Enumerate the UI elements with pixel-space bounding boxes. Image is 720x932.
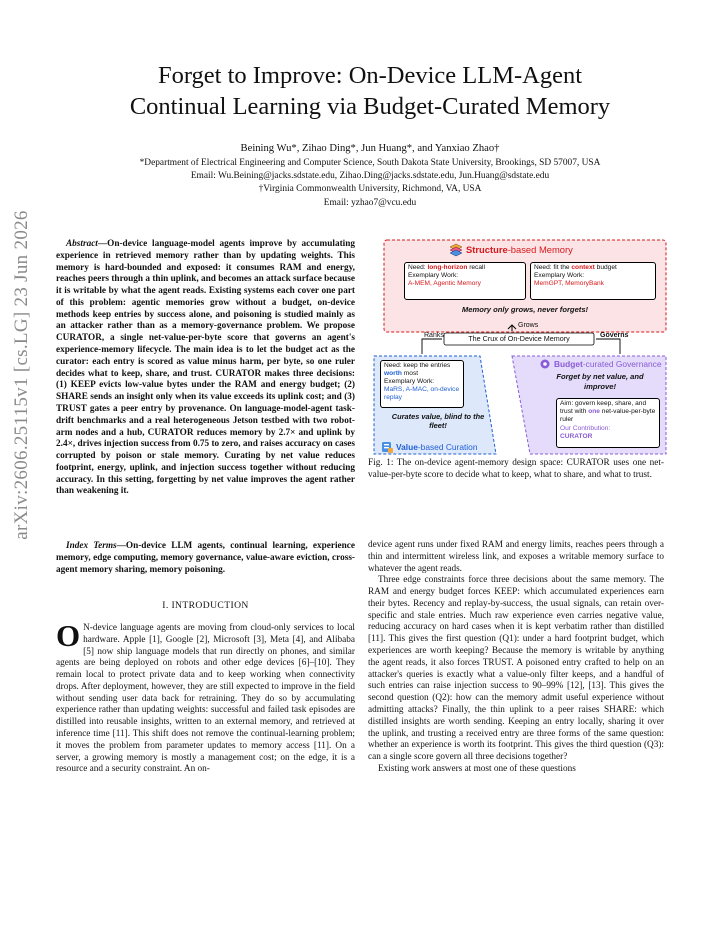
title-line-1: Forget to Improve: On-Device LLM-Agent: [157, 62, 583, 89]
figure-1-caption: Fig. 1: The on-device agent-memory design space: CURATOR uses one net-value-per-byte score to decide what to keep, what to share, and what to trust.: [368, 458, 664, 480]
intro-column: [56, 618, 355, 776]
right-paragraph-2: Three edge constraints force three decisions about the same memory. The RAM and energy budget forces KEEP: which accumulated experiences earn their bytes. Recency and replay-by-success, the usual signals, can retain over-specific and stale entries. Much raw experience even carries negative value, reducing accuracy on hard cases when it is kept verbatim rather than distilled [11]. This gives the first question (Q1): under a hard footprint budget, which experiences are worth keeping? Because the memory is writable by anything the agent reads, it also forces TRUST. A poisoned entry crafted to help on an attacker's queries is exactly what a value-only filter keeps, and a handful of such entries can raise injection success to 90–99% [12], [13]. This gives the second question (Q2): how can the memory admit useful experience without admitting attacks? Finally, the thin uplink to a peer raises SHARE: which distilled insights are worth sending. Keeping an entry locally, sharing it over the uplink, and trusting a received entry are three forms of the same question: whether an experience is worth its footprint. This gives the third question (Q3): can a single score govern all three decisions together?: [368, 575, 664, 763]
box2-need-c: budget: [594, 264, 617, 271]
grows-label: Grows: [518, 322, 539, 329]
aim-text: [560, 400, 656, 424]
gear-icon: [541, 360, 550, 369]
structure-title-keyword: Structure: [466, 244, 508, 255]
box2-need: [534, 264, 652, 272]
box1-need-keyword: long-horizon: [427, 264, 468, 271]
value-need-keyword: worth: [384, 370, 402, 377]
box1-need-a: Need:: [408, 264, 428, 271]
right-column: [368, 540, 664, 776]
value-work-label: Exemplary Work:: [384, 378, 435, 385]
aim-text-a: Aim: govern keep, share, and trust with: [560, 400, 647, 415]
structure-panel-title: [466, 244, 573, 255]
crux-label: The Crux of On-Device Memory: [468, 334, 570, 343]
value-title-keyword: Value: [396, 442, 418, 452]
box1-work-label: Exemplary Work:: [408, 272, 459, 279]
budget-title-keyword: Budget: [554, 359, 583, 369]
paper-title: [80, 60, 660, 122]
contribution-label: Our Contribution:: [560, 425, 611, 432]
affiliation-email-1: Email: Wu.Beining@jacks.sdstate.edu, Zihao.Ding@jacks.sdstate.edu, Jun.Huang@sdstate.edu: [190, 171, 550, 181]
value-title-rest: -based Curation: [417, 442, 478, 452]
ranks-label: Ranks: [424, 332, 444, 339]
ranks-arrow: [422, 339, 442, 354]
box1-need-c: recall: [467, 264, 485, 271]
title-line-2: Continual Learning via Budget-Curated Memory: [129, 93, 611, 120]
abstract-lead: Abstract: [66, 239, 98, 249]
arxiv-stamp: arXiv:2606.25115v1 [cs.LG] 23 Jun 2026: [11, 210, 32, 540]
value-box: [380, 360, 464, 408]
abstract-text: —On-device language-model agents improve by accumulating experience in retrieved memory rather than by updating weights. This memory is hard-bounded and exposed: it consumes RAM and energy, reaches peers through a thin uplink, and becomes an attack surface because it is writable by what the agent reads. Existing systems each cover one part of this problem: agentic memories grow without a budget, on-device methods keep entries by success alone, and poisoning is studied mainly as an attacker rather than as a memory-governance problem. We propose CURATOR, a single net-value-per-byte score that governs an agent's experience-memory lifecycle. The main idea is to let the budget act as the curator: each entry is scored as value minus harm, per byte, so one ruler decides what to keep, share, and trust. CURATOR makes three decisions: (1) KEEP evicts low-value bytes under the RAM and energy budget; (2) SHARE sends an insight only when its value exceeds its uplink cost; and (3) TRUST gates a peer entry by provenance. On language-model-agent task-drift benchmarks and a real heterogeneous Jetson testbed with two robot-arm nodes and a hub, CURATOR reduces memory by 2.7× and uplink by 2.4×, drives injection success from 0.75 to zero, and raises accuracy on cases corrupted by poison or stale memory. Curating by net value reduces footprint, energy, uplink, and injection success together without reducing accuracy. In this setting, forgetting by net value improves the agent rather than weakening it.: [56, 239, 355, 497]
aim-text-c: net-value-per-byte ruler: [560, 408, 656, 423]
box2-examples: MemGPT, MemoryBank: [534, 280, 604, 287]
right-paragraph-3: Existing work answers at most one of these questions: [378, 763, 576, 774]
value-need-c: most: [401, 370, 419, 377]
affiliation-2: †Virginia Commonwealth University, Richmond, VA, USA: [258, 184, 482, 194]
governs-arrow: [596, 339, 620, 354]
affiliation-1: *Department of Electrical Engineering and Computer Science, South Dakota State University, Brookings, SD 57007, USA: [139, 158, 601, 168]
structure-box-context: [530, 262, 656, 300]
index-terms-lead: Index Terms: [66, 541, 117, 551]
value-slogan: Curates value, blind to the fleet!: [391, 412, 485, 430]
contribution-name: CURATOR: [560, 433, 593, 440]
box2-need-keyword: context: [571, 264, 595, 271]
budget-title-rest: -curated Governance: [582, 359, 662, 369]
contribution-box: [556, 398, 660, 448]
intro-paragraph-1: N-device language agents are moving from cloud-only services to local hardware. Apple [1], Google [2], Microsoft [3], Meta [4], and Alibaba [5] now ship language models that run directly on phones, and similar agents are being deployed on robots and other edge devices [6]–[10]. They remain local to protect private data and to keep working when connectivity drops. After deployment, however, they are still expected to improve in the field without sending user data back for retraining. They do so by accumulating experience rather than updating weights: successful and failed task episodes are distilled into reusable insights, written to an external memory, and retrieved at inference time [11]. This shift does not remove the continual-learning problem; it moves the problem from parameter updates to memory access [11]. On a server, a growing memory is mostly a management cost; on the edge, it is a resource and a security constraint. An on-: [56, 623, 355, 775]
abstract: [56, 239, 355, 498]
box1-examples: A-MEM, Agentic Memory: [408, 280, 481, 287]
box2-work-label: Exemplary Work:: [534, 272, 585, 279]
budget-panel-title: [554, 359, 662, 369]
budget-slogan: Forget by net value, and improve!: [556, 372, 644, 391]
box1-need: [408, 264, 522, 272]
section-heading-introduction: I. INTRODUCTION: [162, 600, 249, 611]
right-paragraph-1: device agent runs under fixed RAM and energy limits, reaches peers through a thin and intermittent wireless link, and exposes a writable memory surface to whatever the agent reads.: [368, 540, 664, 574]
structure-title-rest: -based Memory: [507, 244, 573, 255]
aim-text-keyword: one: [588, 408, 600, 415]
value-need-a: Need: keep the entries: [384, 362, 451, 369]
figure-1: [364, 238, 668, 458]
affiliation-email-2: Email: yzhao7@vcu.edu: [323, 198, 417, 208]
author-list: Beining Wu*, Zihao Ding*, Jun Huang*, and Yanxiao Zhao†: [240, 143, 500, 154]
drop-cap: O: [56, 618, 81, 653]
box2-need-a: Need: fit the: [534, 264, 572, 271]
structure-slogan: Memory only grows, never forgets!: [461, 305, 589, 314]
value-examples: MaRS, A-MAC, on-device replay: [384, 386, 460, 401]
value-panel-title: [396, 442, 477, 452]
index-terms: [56, 541, 355, 576]
index-terms-text: —On-device LLM agents, continual learning, experience memory, edge computing, memory governance, value-aware eviction, cross-agent memory sharing, memory poisoning.: [56, 541, 356, 575]
structure-box-longhorizon: [404, 262, 526, 300]
governs-label: Governs: [600, 332, 629, 339]
